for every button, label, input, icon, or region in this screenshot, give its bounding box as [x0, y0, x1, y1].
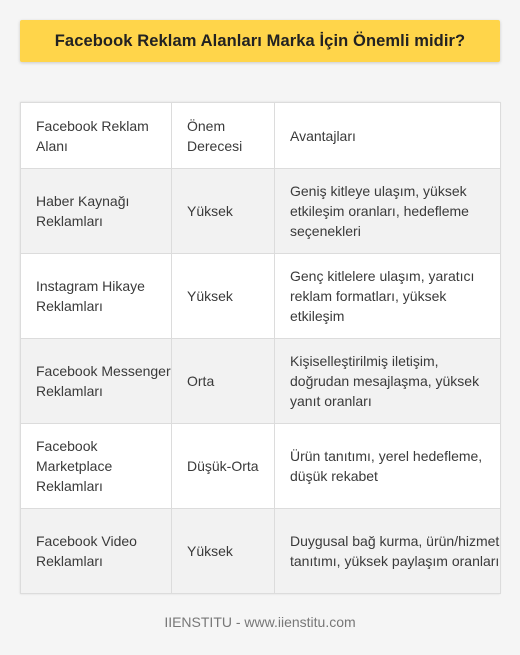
- title-banner: [20, 20, 500, 62]
- cell-importance: Yüksek: [172, 169, 275, 254]
- table-row: [21, 424, 501, 509]
- cell-ad-placement: Facebook Video Reklamları: [21, 509, 172, 594]
- cell-ad-placement: Haber Kaynağı Reklamları: [21, 169, 172, 254]
- table-row: [21, 509, 501, 594]
- cell-advantages: Duygusal bağ kurma, ürün/hizmet tanıtımı, yüksek paylaşım oranları: [275, 509, 501, 594]
- cell-importance: Yüksek: [172, 254, 275, 339]
- page-title: Facebook Reklam Alanları Marka İçin Önemli midir?: [54, 31, 466, 50]
- header-cell-advantages: Avantajları: [275, 103, 501, 169]
- cell-importance: Düşük-Orta: [172, 424, 275, 509]
- cell-importance: Yüksek: [172, 509, 275, 594]
- footer-credit: IIENSTITU - www.iienstitu.com: [164, 614, 356, 630]
- table-header-row: [21, 103, 501, 169]
- cell-ad-placement: Facebook Messenger Reklamları: [21, 339, 172, 424]
- table-row: [21, 339, 501, 424]
- cell-advantages: Geniş kitleye ulaşım, yüksek etkileşim oranları, hedefleme seçenekleri: [275, 169, 501, 254]
- cell-importance: Orta: [172, 339, 275, 424]
- cell-advantages: Ürün tanıtımı, yerel hedefleme, düşük rekabet: [275, 424, 501, 509]
- cell-ad-placement: Instagram Hikaye Reklamları: [21, 254, 172, 339]
- header-cell-ad-placement: Facebook Reklam Alanı: [21, 103, 172, 169]
- cell-advantages: Kişiselleştirilmiş iletişim, doğrudan mesajlaşma, yüksek yanıt oranları: [275, 339, 501, 424]
- ad-placements-table: [20, 102, 501, 594]
- table-row: [21, 169, 501, 254]
- cell-advantages: Genç kitlelere ulaşım, yaratıcı reklam formatları, yüksek etkileşim: [275, 254, 501, 339]
- header-cell-importance: Önem Derecesi: [172, 103, 275, 169]
- cell-ad-placement: Facebook Marketplace Reklamları: [21, 424, 172, 509]
- table-container: [20, 102, 500, 594]
- table-row: [21, 254, 501, 339]
